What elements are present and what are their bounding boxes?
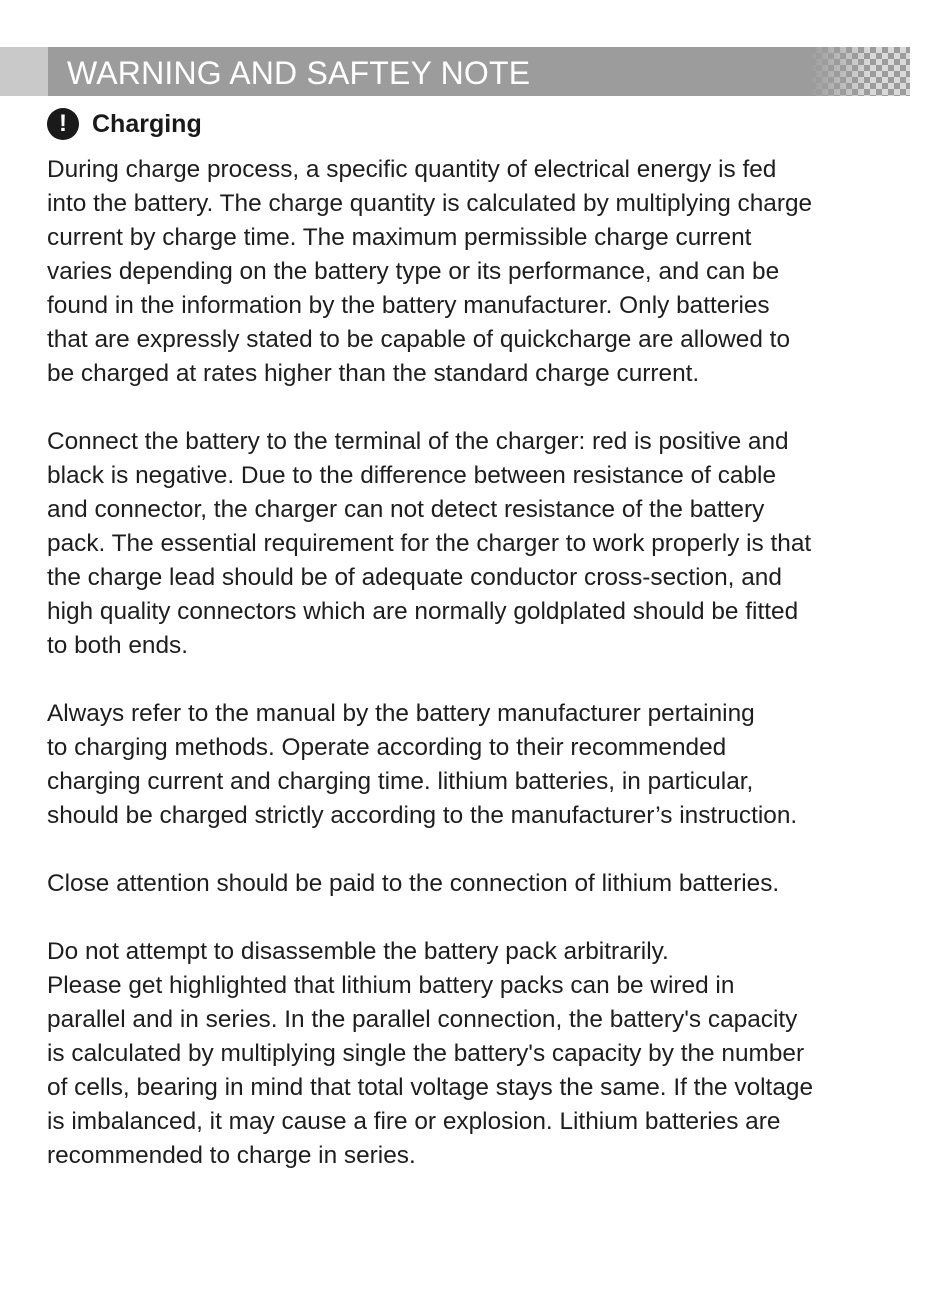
paragraph-connect-battery [47,425,917,663]
text-line: Always refer to the manual by the battery manufacturer pertaining [47,700,755,727]
text-line: into the battery. The charge quantity is calculated by multiplying charge [47,190,813,217]
paragraph-charge-process [47,153,917,391]
text-line: charging current and charging time. lithium batteries, in particular, [47,768,754,795]
section-heading [47,107,202,141]
paragraph-close-attention [47,867,917,901]
text-line: and connector, the charger can not detect resistance of the battery [47,496,765,523]
body-text [47,153,917,1173]
text-line: pack. The essential requirement for the charger to work properly is that [47,530,812,557]
text-line: varies depending on the battery type or its performance, and can be [47,258,780,285]
text-line: be charged at rates higher than the standard charge current. [47,360,700,387]
header-left-edge [0,47,48,96]
exclamation-circle-icon: ! [47,108,79,140]
text-line: of cells, bearing in mind that total voltage stays the same. If the voltage [47,1074,814,1101]
text-line: current by charge time. The maximum permissible charge current [47,224,752,251]
text-line: is imbalanced, it may cause a fire or explosion. Lithium batteries are [47,1108,781,1135]
text-line: found in the information by the battery manufacturer. Only batteries [47,292,770,319]
text-line: that are expressly stated to be capable of quickcharge are allowed to [47,326,791,353]
paragraph-disassemble [47,935,917,1173]
paragraph-refer-manual [47,697,917,833]
checker-pattern-decoration [810,47,910,96]
page-title: WARNING AND SAFTEY NOTE [67,55,531,91]
section-title: Charging [92,109,202,138]
text-line: black is negative. Due to the difference between resistance of cable [47,462,777,489]
text-line: to charging methods. Operate according to their recommended [47,734,727,761]
text-line: Please get highlighted that lithium battery packs can be wired in [47,972,735,999]
text-line: high quality connectors which are normally goldplated should be fitted [47,598,799,625]
text-line: is calculated by multiplying single the battery's capacity by the number [47,1040,805,1067]
text-line: During charge process, a specific quantity of electrical energy is fed [47,156,777,183]
text-line: the charge lead should be of adequate conductor cross-section, and [47,564,782,591]
text-line: to both ends. [47,632,189,659]
text-line: recommended to charge in series. [47,1142,416,1169]
header-band [0,47,910,96]
text-line: should be charged strictly according to the manufacturer’s instruction. [47,802,798,829]
text-line: parallel and in series. In the parallel connection, the battery's capacity [47,1006,798,1033]
text-line: Connect the battery to the terminal of the charger: red is positive and [47,428,789,455]
text-line: Close attention should be paid to the connection of lithium batteries. [47,870,780,897]
text-line: Do not attempt to disassemble the battery pack arbitrarily. [47,938,669,965]
